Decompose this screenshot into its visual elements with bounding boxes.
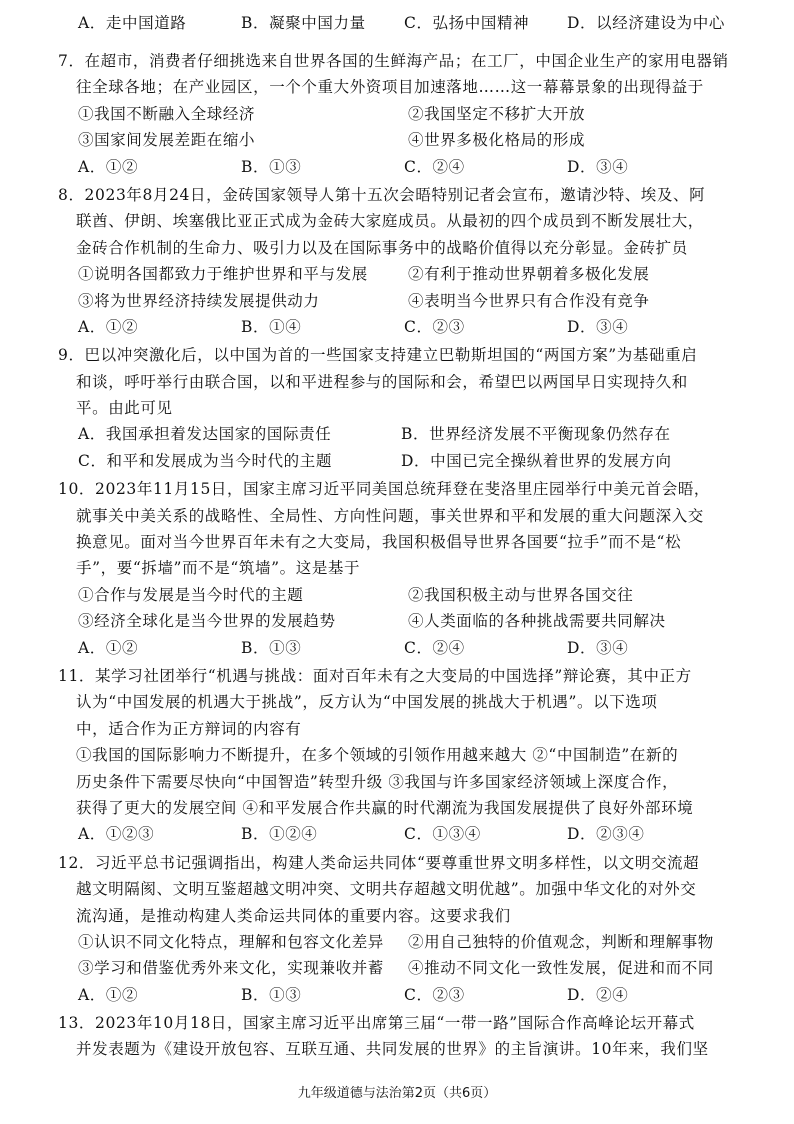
q10-statements xyxy=(58,608,754,634)
q8-option-c: C．②③ xyxy=(404,317,465,336)
q9-stem-line: 9．巴以冲突激化后，以中国为首的一些国家支持建立巴勒斯坦国的“两国方案”为基础重启 xyxy=(58,346,698,365)
question-12 xyxy=(58,850,754,1008)
q6-option-c: C．弘扬中国精神 xyxy=(404,14,530,32)
q10-option-d: D．③④ xyxy=(567,638,629,657)
q7-options xyxy=(58,154,754,180)
q7-stem-line: 往全球各地；在产业园区，一个个重大外资项目加速落地……这一幕幕景象的出现得益于 xyxy=(76,78,704,97)
q7-statement-3: ③国家间发展差距在缩小 xyxy=(78,131,256,150)
q12-statement-1: ①认识不同文化特点，理解和包容文化差异 xyxy=(78,932,384,951)
q12-statement-3: ③学习和借鉴优秀外来文化，实现兼收并蓄 xyxy=(78,959,384,978)
q11-stem-line: 11．某学习社团举行“机遇与挑战：面对百年未有之大变局的中国选择”辩论赛，其中正方 xyxy=(58,666,692,685)
q11-stem-line: 认为“中国发展的机遇大于挑战”，反方认为“中国发展的挑战大于机遇”。以下选项 xyxy=(76,693,658,712)
q10-statement-3: ③经济全球化是当今世界的发展趋势 xyxy=(78,612,336,631)
q11-option-c: C．①③④ xyxy=(404,825,481,844)
q8-options xyxy=(58,314,754,340)
q7-statement-4: ④世界多极化格局的形成 xyxy=(408,131,586,150)
q10-statements xyxy=(58,582,754,608)
q10-option-c: C．②④ xyxy=(404,638,465,657)
q8-statement-1: ①说明各国都致力于维护世界和平与发展 xyxy=(78,265,368,284)
q8-option-a: A．①② xyxy=(78,317,139,336)
q9-option-a: A．我国承担着发达国家的国际责任 xyxy=(78,425,332,444)
question-10 xyxy=(58,476,754,661)
question-7 xyxy=(58,48,754,180)
q9-options xyxy=(58,448,754,474)
q8-option-d: D．③④ xyxy=(567,317,629,336)
q12-option-a: A．①② xyxy=(78,985,139,1004)
q11-stem-line: 中，适合作为正方辩词的内容有 xyxy=(76,719,302,738)
q12-stem-line: 流沟通，是推动构建人类命运共同体的重要内容。这要求我们 xyxy=(76,906,511,925)
q8-stem-line: 联酋、伊朗、埃塞俄比亚正式成为金砖大家庭成员。从最初的四个成员到不断发展壮大， xyxy=(76,212,704,231)
q12-option-c: C．②③ xyxy=(404,985,465,1004)
q8-statements xyxy=(58,288,754,314)
q9-option-c: C．和平和发展成为当今时代的主题 xyxy=(78,451,332,470)
q9-stem-line: 和谈，呼吁举行由联合国，以和平进程参与的国际和会，希望巴以两国早日实现持久和 xyxy=(76,372,688,391)
q7-option-b: B．①③ xyxy=(241,157,302,176)
q12-stem-line: 越文明隔阂、文明互鉴超越文明冲突、文明共存超越文明优越”。加强中华文化的对外交 xyxy=(76,880,697,899)
q12-options xyxy=(58,982,754,1008)
page-footer: 九年级道德与法治第2页（共6页） xyxy=(297,1086,497,1101)
q6-option-d: D．以经济建设为中心 xyxy=(567,14,725,32)
question-8 xyxy=(58,182,754,340)
q7-option-c: C．②④ xyxy=(404,157,465,176)
q7-option-d: D．③④ xyxy=(567,157,629,176)
q6-option-a: A．走中国道路 xyxy=(78,14,187,32)
q7-statement-2: ②我国坚定不移扩大开放 xyxy=(408,104,586,123)
question-13 xyxy=(58,1010,754,1063)
q9-options xyxy=(58,421,754,447)
q8-statement-2: ②有利于推动世界朝着多极化发展 xyxy=(408,265,650,284)
q9-option-d: D．中国已完全操纵着世界的发展方向 xyxy=(401,451,672,470)
q9-stem-line: 平。由此可见 xyxy=(76,399,173,418)
question-9 xyxy=(58,342,754,474)
q7-stem-line: 7．在超市，消费者仔细挑选来自世界各国的生鲜海产品；在工厂，中国企业生产的家用电器销 xyxy=(58,52,729,70)
q10-stem-line: 就事关中美关系的战略性、全局性、方向性问题，事关世界和平和发展的重大问题深入交 xyxy=(76,506,704,525)
q11-options xyxy=(58,821,754,847)
q13-stem-line: 13．2023年10月18日，国家主席习近平出席第三届“一带一路”国际合作高峰论坛开幕式 xyxy=(58,1014,695,1033)
q10-statement-2: ②我国积极主动与世界各国交往 xyxy=(408,585,634,604)
q8-statement-3: ③将为世界经济持续发展提供动力 xyxy=(78,291,320,310)
q9-option-b: B．世界经济发展不平衡现象仍然存在 xyxy=(401,425,671,444)
q10-stem-line: 10．2023年11月15日，国家主席习近平同美国总统拜登在斐洛里庄园举行中美元首会晤， xyxy=(58,480,711,499)
q10-stem-line: 手”，要“拆墙”而不是“筑墙”。这是基于 xyxy=(76,559,361,578)
question-11 xyxy=(58,663,754,848)
q12-statements xyxy=(58,929,754,955)
q11-statement-line: ①我国的国际影响力不断提升，在多个领域的引领作用越来越大 ②“中国制造”在新的 xyxy=(76,746,679,765)
q11-statement-line: 历史条件下需要尽快向“中国智造”转型升级 ③我国与许多国家经济领域上深度合作， xyxy=(76,772,679,791)
q8-statements xyxy=(58,261,754,287)
q12-option-d: D．②④ xyxy=(567,985,629,1004)
q6-option-b: B．凝聚中国力量 xyxy=(241,14,366,32)
q13-stem-line: 并发表题为《建设开放包容、互联互通、共同发展的世界》的主旨演讲。10年来，我们坚 xyxy=(76,1040,709,1059)
q12-statements xyxy=(58,955,754,981)
q12-option-b: B．①③ xyxy=(241,985,302,1004)
q6-options xyxy=(58,0,754,46)
q10-statement-4: ④人类面临的各种挑战需要共同解决 xyxy=(408,612,666,631)
q7-statement-1: ①我国不断融入全球经济 xyxy=(78,104,256,123)
q8-stem-line: 金砖合作机制的生命力、吸引力以及在国际事务中的战略价值得以充分彰显。金砖扩员 xyxy=(76,238,688,257)
q10-stem-line: 换意见。面对当今世界百年未有之大变局，我国积极倡导世界各国要“拉手”而不是“松 xyxy=(76,533,682,552)
q12-statement-2: ②用自己独特的价值观念，判断和理解事物 xyxy=(408,932,714,951)
q12-statement-4: ④推动不同文化一致性发展，促进和而不同 xyxy=(408,959,714,978)
q8-statement-4: ④表明当今世界只有合作没有竞争 xyxy=(408,291,650,310)
q10-option-b: B．①③ xyxy=(241,638,302,657)
q12-stem-line: 12．习近平总书记强调指出，构建人类命运共同体“要尊重世界文明多样性，以文明交流超 xyxy=(58,853,700,872)
q10-options xyxy=(58,635,754,661)
q10-option-a: A．①② xyxy=(78,638,139,657)
q11-option-b: B．①②④ xyxy=(241,825,318,844)
q7-statements xyxy=(58,127,754,153)
q11-statement-line: 获得了更大的发展空间 ④和平发展合作共赢的时代潮流为我国发展提供了良好外部环境 xyxy=(76,798,694,817)
q10-statement-1: ①合作与发展是当今时代的主题 xyxy=(78,585,304,604)
q8-option-b: B．①④ xyxy=(241,317,302,336)
q11-option-a: A．①②③ xyxy=(78,825,155,844)
q8-stem-line: 8．2023年8月24日，金砖国家领导人第十五次会晤特别记者会宣布，邀请沙特、埃及、阿 xyxy=(58,185,706,204)
q7-statements xyxy=(58,101,754,127)
q11-option-d: D．②③④ xyxy=(567,825,645,844)
q7-option-a: A．①② xyxy=(78,157,139,176)
